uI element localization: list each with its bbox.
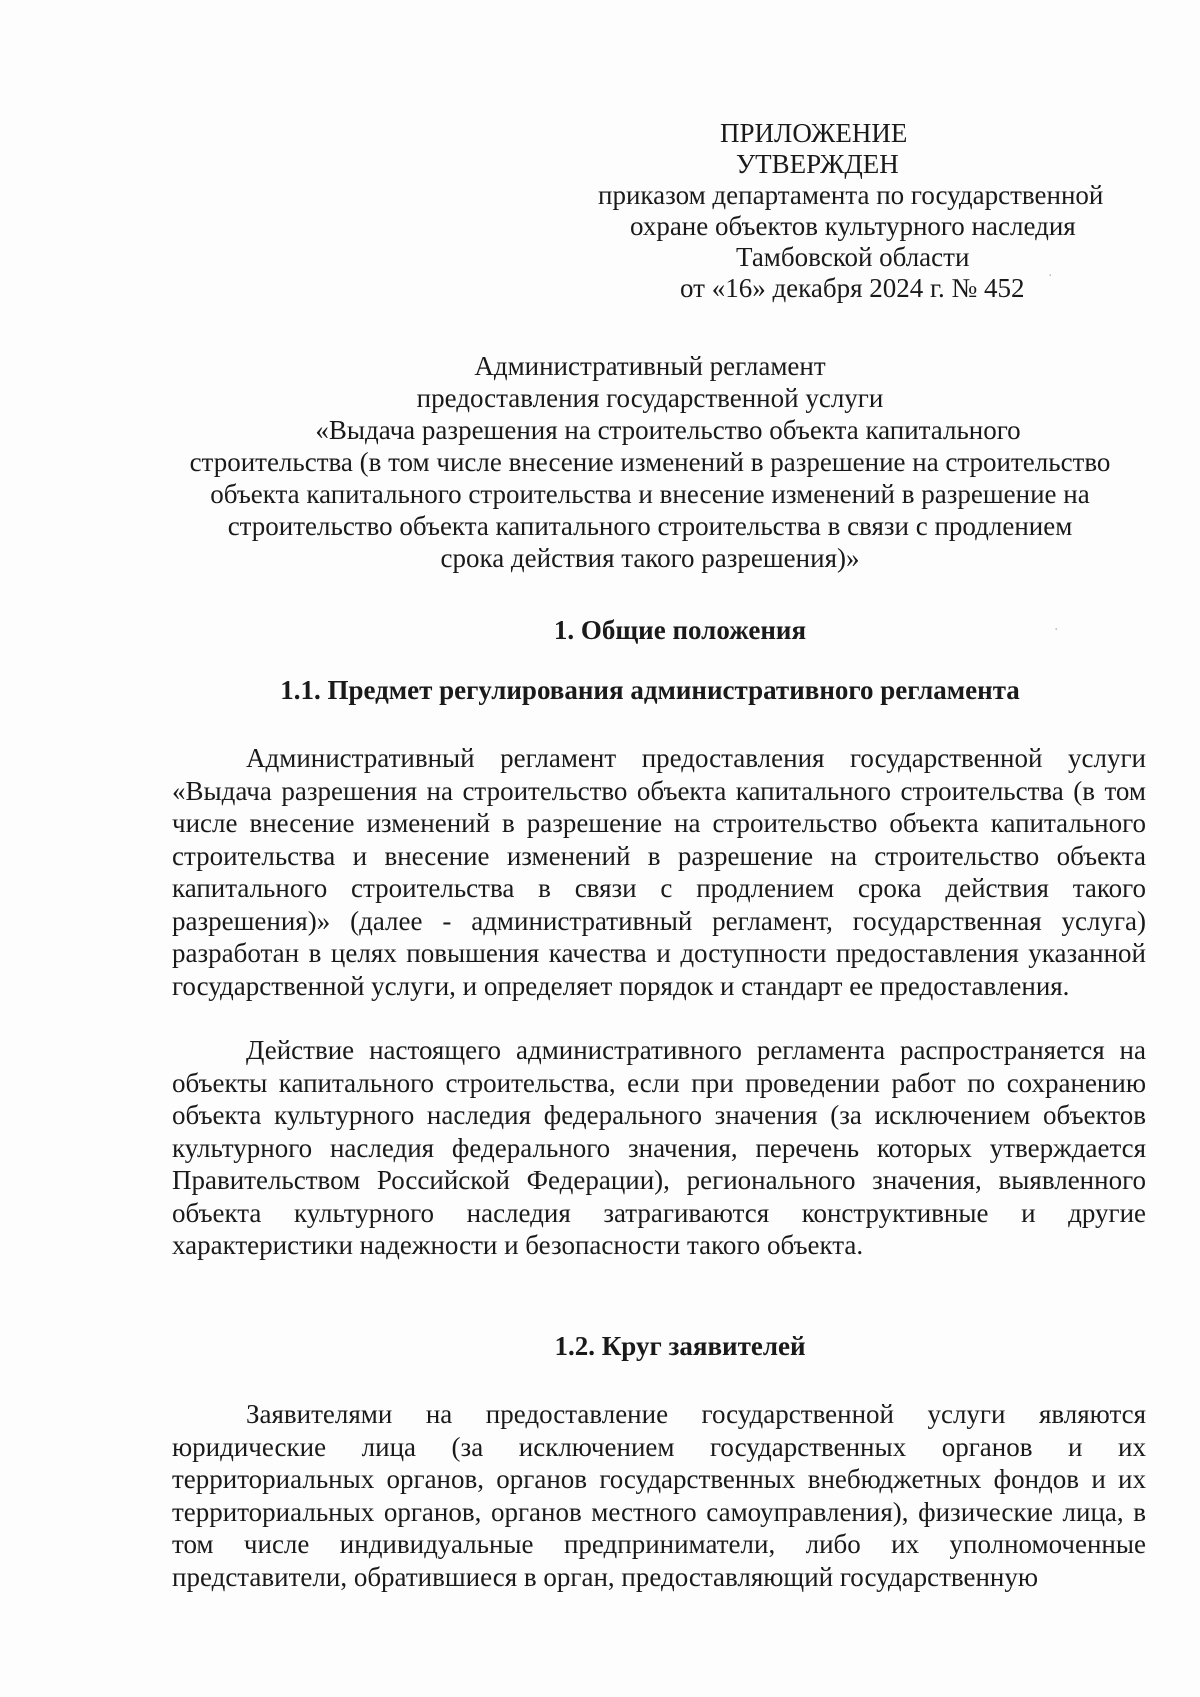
title-line-4: строительства (в том числе внесение изменений в разрешение на строительство [189,447,1111,477]
section-heading-general: 1. Общие положения [553,615,807,645]
scan-speck: · [1048,268,1053,284]
paragraph-text: Действие настоящего административного регламента распространяется на объекты капитального строительства, если при проведении работ по сохранению объекта культурного наследия федерального значения (за исключением объектов культурного наследия федерального значения, перечень которых утверждается Правительством Российской Федерации), регионального значения, выявленного объекта культурного наследия затрагиваются конструктивные и другие характеристики надежности и безопасности такого объекта. [172,1035,1146,1260]
title-line-6: строительство объекта капитального строительства в связи с продлением [227,511,1073,541]
paragraph-subject [172,742,1146,1002]
approval-department-line: охране объектов культурного наследия [630,211,1076,241]
paragraph-text: Административный регламент предоставления государственной услуги «Выдача разрешения на строительство объекта капитального строительства (в том числе внесение изменений в разрешение на строительство объекта капитального строительства и внесение изменений в разрешение на строительство объекта капитального строительства в связи с продлением срока действия такого разрешения)» (далее - административный регламент, государственная услуга) разработан в целях повышения качества и доступности предоставления указанной государственной услуги, и определяет порядок и стандарт ее предоставления. [172,743,1146,1001]
title-line-3: «Выдача разрешения на строительство объекта капитального [315,415,1021,445]
approval-date-line: от «16» декабря 2024 г. № 452 [680,273,1025,303]
paragraph-scope [172,1034,1146,1262]
title-line-5: объекта капитального строительства и внесение изменений в разрешение на [210,479,1090,509]
paragraph-text: Заявителями на предоставление государственной услуги являются юридические лица (за исключением государственных органов и их территориальных органов, органов государственных внебюджетных фондов и их территориальных органов, органов местного самоуправления), физические лица, в том числе индивидуальные предприниматели, либо их уполномоченные представители, обратившиеся в орган, предоставляющий государственную [172,1399,1146,1592]
title-line-1: Административный регламент [474,351,826,381]
paragraph-applicants [172,1398,1146,1593]
appendix-label: ПРИЛОЖЕНИЕ [720,118,908,148]
approved-label: УТВЕРЖДЕН [736,149,899,179]
title-line-2: предоставления государственной услуги [416,383,884,413]
section-heading-applicants: 1.2. Круг заявителей [554,1331,806,1361]
approval-region-line: Тамбовской области [736,242,970,272]
scan-speck: · [1054,622,1059,638]
document-title [160,350,1140,574]
approval-order-line: приказом департамента по государственной [598,180,1104,210]
title-line-7: срока действия такого разрешения)» [440,543,860,573]
section-heading-subject: 1.1. Предмет регулирования административного регламента [280,675,1020,705]
approval-block [560,118,1180,304]
